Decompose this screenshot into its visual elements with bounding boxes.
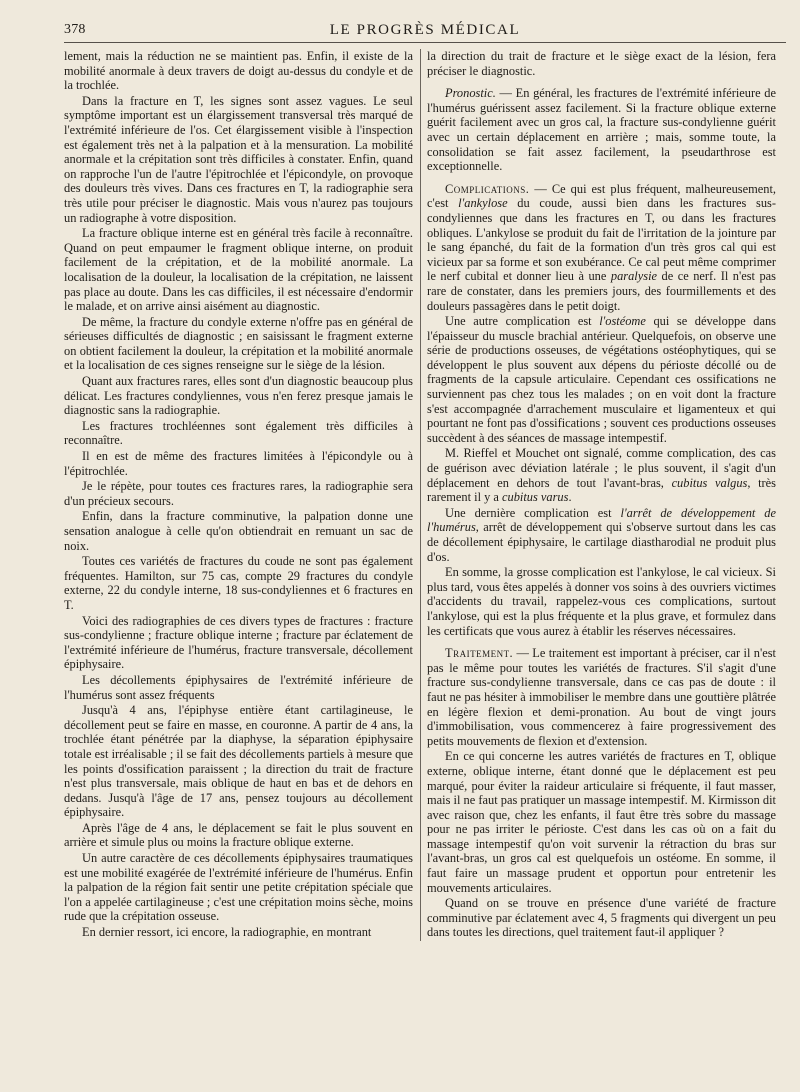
paragraph <box>427 749 776 895</box>
italic-term: cubitus valgus <box>671 475 748 490</box>
paragraph-text: du coude, aussi bien dans les fractures sus-condyliennes que dans les fractures en T, ou dans les fractures obliques. L'ankylose se produit du fait de l'irritation de la jointure par le sang épanché, du fait de la formation d'un très gros cal qui est vicieux par sa forme et son exubérance. Ce cal peut même comprimer le nerf cubital et donner lieu à une <box>427 196 776 284</box>
paragraph: Voici des radiographies de ces divers types de fractures : fracture sus-condylienne ; fracture oblique interne ; fracture par éclatement de l'extrémité inférieure de l'humérus, fracture transversale, décollement épiphysaire. <box>64 613 413 672</box>
section-label-pronostic: Pronostic. <box>445 86 496 101</box>
paragraph <box>427 446 776 504</box>
italic-term: l'ostéome <box>599 314 646 329</box>
italic-term: l'ankylose <box>458 196 508 211</box>
paragraph-text: , très rarement il y a <box>427 475 776 505</box>
paragraph-text: , arrêt de développement qui s'observe surtout dans les cas de décollement épiphysaire, le cartilage diastharodial ne produit plus d'os. <box>427 520 776 564</box>
paragraph-text: Une autre complication est <box>445 314 600 329</box>
left-column <box>64 49 413 941</box>
paragraph: Enfin, dans la fracture comminutive, la palpation donne une sensation analogue à celle qu'on obtiendrait en remuant un sac de noix. <box>64 509 413 553</box>
paragraph-text: M. Rieffel et Mouchet ont signalé, comme complication, des cas de guérison avec déviation latérale ; le plus souvent, il s'agit d'un déplacement en dehors de tout l'avant-bras, <box>427 446 776 490</box>
spacer <box>427 639 776 646</box>
column-divider <box>420 49 421 941</box>
paragraph-text: Quand on se trouve en présence d'une variété de fracture comminutive par éclatement avec 4, 5 fragments qui divergent un peu dans toutes les directions, quel traitement faut-il appliquer ? <box>427 896 776 940</box>
paragraph: Quant aux fractures rares, elles sont d'un diagnostic beaucoup plus délicat. Les fractures condyliennes, vous n'en ferez presque jamais le diagnostic sans la radiographie. <box>64 374 413 418</box>
paragraph-text: de ce nerf. Il n'est pas rare de constater, dans les premiers jours, des fourmillements et des douleurs passagères dans le petit doigt. <box>427 269 776 313</box>
paragraph-text: Une dernière complication est <box>445 505 621 520</box>
paragraph-text: — Ce qui est plus fréquent, malheureusement, c'est <box>427 181 776 211</box>
spacer <box>427 175 776 182</box>
paragraph: Les décollements épiphysaires de l'extrémité inférieure de l'humérus sont assez fréquents <box>64 672 413 702</box>
page-number: 378 <box>64 22 86 37</box>
page-header <box>64 22 786 43</box>
paragraph-text: En ce qui concerne les autres variétés de fractures en T, oblique externe, oblique interne, étant donné que le déplacement est peu marqué, pour éviter la raideur articulaire si fréquente, il faut masser, mais il ne faut pas pratiquer un massage intempestif. M. Kirmisson dit avec raison que, chez les enfants, il faut être très sobre du massage pour ne pas irriter le périoste. C'est dans les cas où on a fait du massage intempestif qu'on voit survenir la rétraction du bras sur l'avant-bras, un gros cal est quelquefois un ostéome. En somme, il faut faire un massage prudent et opportun pour entretenir les mouvements articulaires. <box>427 749 776 895</box>
section-label-traitement: Traitement. <box>445 646 514 661</box>
spacer <box>427 79 776 86</box>
paragraph-text: . <box>568 490 572 505</box>
paragraph-text: — Le traitement est important à préciser, car il n'est pas le même pour toutes les variétés de fractures. S'il s'agit d'une fracture sus-condylienne transversale, dans ce cas pas de doute : il faut ne pas hésiter à immobiliser le membre dans une gouttière plâtrée en légère flexion et demi-pronation. Au bout de vingt jours d'immobilisation, vous commencerez à faire progressivement des petits mouvements de flexion et d'extension. <box>427 646 776 748</box>
paragraph: Je le répète, pour toutes ces fractures rares, la radiographie sera d'un précieux secours. <box>64 479 413 508</box>
paragraph-text: — En général, les fractures de l'extrémité inférieure de l'humérus guérissent assez facilement. Si la fracture oblique externe guérit facilement avec un gros cal, la fracture sus-condylienne guérit avec un certain déplacement en arrière ; mais, somme toute, la consolidation se fait assez facilement, la pseudarthrose est exceptionnelle. <box>427 86 776 174</box>
text-columns <box>64 49 786 941</box>
traitement-paragraph <box>427 646 776 748</box>
paragraph: Dans la fracture en T, les signes sont assez vagues. Le seul symptôme important est un élargissement transversal très marqué de l'extrémité inférieure de l'os. Cet élargissement visible à l'inspection est également très net à la palpation et à la mensuration. La mobilité anormale et la crépitation sont très difficiles à constater. Enfin, quand on rapproche l'un de l'autre l'épitrochlée et l'épicondyle, on provoque des douleurs très vives. Dans ces fractures en T, la radiographie sera très utile pour préciser le diagnostic. Mais vous n'aurez pas toujours un radiographe à votre disposition. <box>64 93 413 225</box>
complications-paragraph <box>427 182 776 313</box>
paragraph-text: qui se développe dans l'épaisseur du muscle brachial antérieur. Quelquefois, on observe une série de productions osseuses, de végétations ostéophytiques, qui se développent le plus souvent aux dépens du périoste décollé ou de fragments de la capsule articulaire. Cependant ces ossifications ne surviennent pas chez tous les malades ; on en voit dont la fracture s'est accompagnée d'arrachement musculaire et ligamenteux et qui pourtant ne font pas d'ossifications ; souvent ces productions osseuses succèdent à des séances de massage intempestif. <box>427 314 776 445</box>
paragraph <box>427 314 776 445</box>
paragraph: La fracture oblique interne est en général très facile à reconnaître. Quand on peut empaumer le fragment oblique interne, on produit facilement de la crépitation, et de la mobilité anormale. La localisation de la douleur, la localisation de la crépitation, ne laissent pas place au doute. Dans les cas difficiles, il est nécessaire d'endormir le malade, et on arrive ainsi aisément au diagnostic. <box>64 226 413 314</box>
paragraph <box>427 49 776 78</box>
right-column <box>427 49 776 941</box>
paragraph: Les fractures trochléennes sont également très difficiles à reconnaître. <box>64 418 413 448</box>
paragraph: Un autre caractère de ces décollements épiphysaires traumatiques est une mobilité exagérée de l'extrémité inférieure de l'humérus. Enfin la palpation de la région fait sentir une petite crépitation spéciale que l'on a appelée cartilagineuse ; c'est une crépitation moins sèche, moins rude que la crépitation osseuse. <box>64 851 413 924</box>
paragraph <box>427 565 776 638</box>
paragraph <box>427 506 776 564</box>
paragraph <box>427 896 776 940</box>
italic-term: paralysie <box>610 269 658 284</box>
paragraph: Il en est de même des fractures limitées à l'épicondyle ou à l'épitrochlée. <box>64 449 413 478</box>
italic-term: cubitus varus <box>502 490 569 505</box>
paragraph: De même, la fracture du condyle externe n'offre pas en général de sérieuses difficultés de diagnostic ; en saisissant le fragment externe on obtient facilement la douleur, la crépitation et la mobilité anormale et la localisation de ces signes renseigne sur le siège de la lésion. <box>64 314 413 373</box>
paragraph: Après l'âge de 4 ans, le déplacement se fait le plus souvent en arrière et simule plus ou moins la fracture oblique externe. <box>64 820 413 850</box>
paragraph: Toutes ces variétés de fractures du coude ne sont pas également fréquentes. Hamilton, sur 75 cas, compte 29 fractures du condyle externe, 22 du condyle interne, 18 sus-condyliennes et 6 fractures en T. <box>64 554 413 612</box>
paragraph-text: la direction du trait de fracture et le siège exact de la lésion, fera préciser le diagnostic. <box>427 49 776 78</box>
journal-title: LE PROGRÈS MÉDICAL <box>329 22 521 38</box>
paragraph: lement, mais la réduction ne se maintient pas. Enfin, il existe de la mobilité anormale à deux travers de doigt au-dessus du condyle et de la trochlée. <box>64 49 413 93</box>
pronostic-paragraph <box>427 86 776 174</box>
paragraph: Jusqu'à 4 ans, l'épiphyse entière étant cartilagineuse, le décollement peut se faire en masse, en couronne. A partir de 4 ans, la trochlée étant pénétrée par la diaphyse, la séparation épiphysaire totale est irréalisable ; il se fait des décollements partiels à mesure que les points d'ossification paraissent ; la direction du trait de fracture n'est plus transversale, mais oblique de haut en bas et de dehors en dedans. Jusqu'à l'âge de 17 ans, pensez toujours au décollement épiphysaire. <box>64 703 413 820</box>
paragraph-text: En somme, la grosse complication est l'ankylose, le cal vicieux. Si plus tard, vous êtes appelés à donner vos soins à des ouvriers victimes d'accidents du travail, rappelez-vous ces complications, surtout l'ankylose, qui est la plus fréquente et la plus grave, et formulez dans les certificats que vous aurez à établir les réserves nécessaires. <box>427 565 776 638</box>
section-label-complications: Complications. <box>445 181 530 196</box>
italic-term: l'arrêt de développement de l'humérus <box>427 505 776 535</box>
paragraph: En dernier ressort, ici encore, la radiographie, en montrant <box>82 925 372 940</box>
